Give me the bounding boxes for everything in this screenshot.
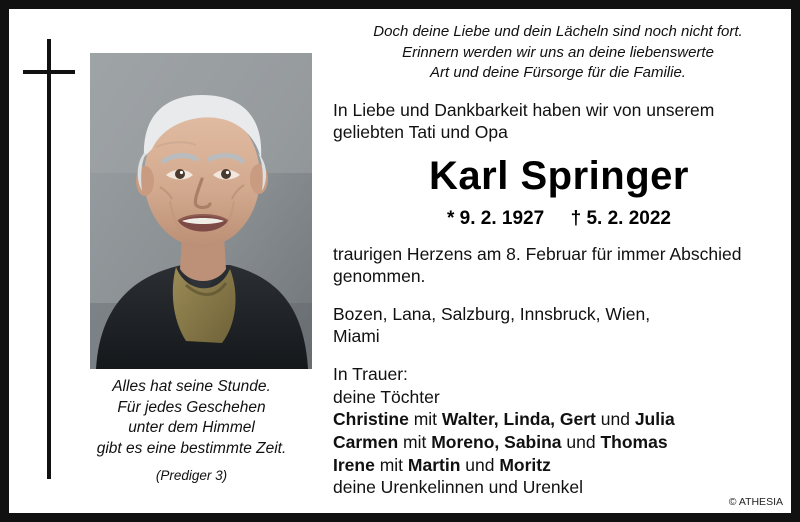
- portrait-photo: [90, 53, 312, 369]
- verse-block: [69, 377, 314, 485]
- mourner-connector: mit: [408, 409, 442, 430]
- right-column: [327, 9, 791, 513]
- mourner-connector: und: [460, 454, 500, 475]
- mourner-connector: und: [561, 431, 601, 452]
- mourner-connector: mit: [374, 454, 408, 475]
- mourner-line: [333, 431, 783, 454]
- death-date: [571, 208, 671, 229]
- credit-label: © ATHESIA: [728, 496, 783, 508]
- farewell-block: [333, 243, 783, 288]
- in-mourning-text: In Trauer:: [333, 364, 408, 385]
- mourner-name: Irene: [333, 454, 375, 475]
- poem-line-3: Art und deine Fürsorge für die Familie.: [430, 64, 686, 82]
- farewell-line-2: genommen.: [333, 266, 426, 287]
- intro-line-1: In Liebe und Dankbarkeit haben wir von unserem: [333, 100, 715, 121]
- left-column: [9, 9, 319, 513]
- closing-line: deine Urenkelinnen und Urenkel: [333, 477, 584, 498]
- places-line-2: Miami: [333, 326, 380, 347]
- mourners-list: [333, 408, 783, 476]
- cross-vertical-bar: [47, 39, 51, 479]
- mourner-connector: mit: [398, 431, 432, 452]
- verse-line-2: Für jedes Geschehen: [117, 398, 266, 416]
- death-symbol: †: [570, 207, 582, 229]
- poem-block: [335, 22, 781, 84]
- mourner-connector: und: [595, 409, 635, 430]
- mourning-label: [333, 363, 783, 408]
- deceased-name: Karl Springer: [429, 153, 689, 198]
- birth-date: [447, 208, 544, 229]
- life-dates: [327, 208, 791, 230]
- birth-date-value: 9. 2. 1927: [459, 207, 545, 229]
- mourner-line: [333, 408, 783, 431]
- portrait-illustration: [90, 53, 312, 369]
- notice-inner: [9, 9, 791, 513]
- verse-reference: (Prediger 3): [155, 468, 228, 484]
- mourner-name: Julia: [634, 409, 675, 430]
- mourner-name: Thomas: [600, 431, 668, 452]
- places-line-1: Bozen, Lana, Salzburg, Innsbruck, Wien,: [333, 303, 651, 324]
- death-date-value: 5. 2. 2022: [586, 207, 671, 229]
- mourner-line: [333, 454, 783, 477]
- mourner-name: Walter, Linda, Gert: [441, 409, 596, 430]
- places-block: [333, 303, 783, 348]
- verse-line-3: unter dem Himmel: [128, 419, 255, 437]
- verse-line-1: Alles hat seine Stunde.: [112, 378, 271, 395]
- mourner-name: Carmen: [333, 431, 399, 452]
- verse-line-4: gibt es eine bestimmte Zeit.: [96, 439, 287, 457]
- mourner-name: Christine: [333, 409, 409, 430]
- mourner-name: Moreno, Sabina: [431, 431, 562, 452]
- mourner-name: Martin: [407, 454, 461, 475]
- intro-block: [333, 99, 783, 144]
- poem-line-2: Erinnern werden wir uns an deine liebenswerte: [402, 43, 714, 61]
- daughters-label: deine Töchter: [333, 386, 440, 407]
- cross-horizontal-bar: [23, 70, 75, 74]
- farewell-line-1: traurigen Herzens am 8. Februar für immer Abschied: [333, 243, 742, 264]
- poem-line-1: Doch deine Liebe und dein Lächeln sind noch nicht fort.: [373, 23, 743, 40]
- mourner-name: Moritz: [499, 454, 551, 475]
- birth-symbol: *: [446, 207, 455, 229]
- intro-line-2: geliebten Tati und Opa: [333, 122, 508, 143]
